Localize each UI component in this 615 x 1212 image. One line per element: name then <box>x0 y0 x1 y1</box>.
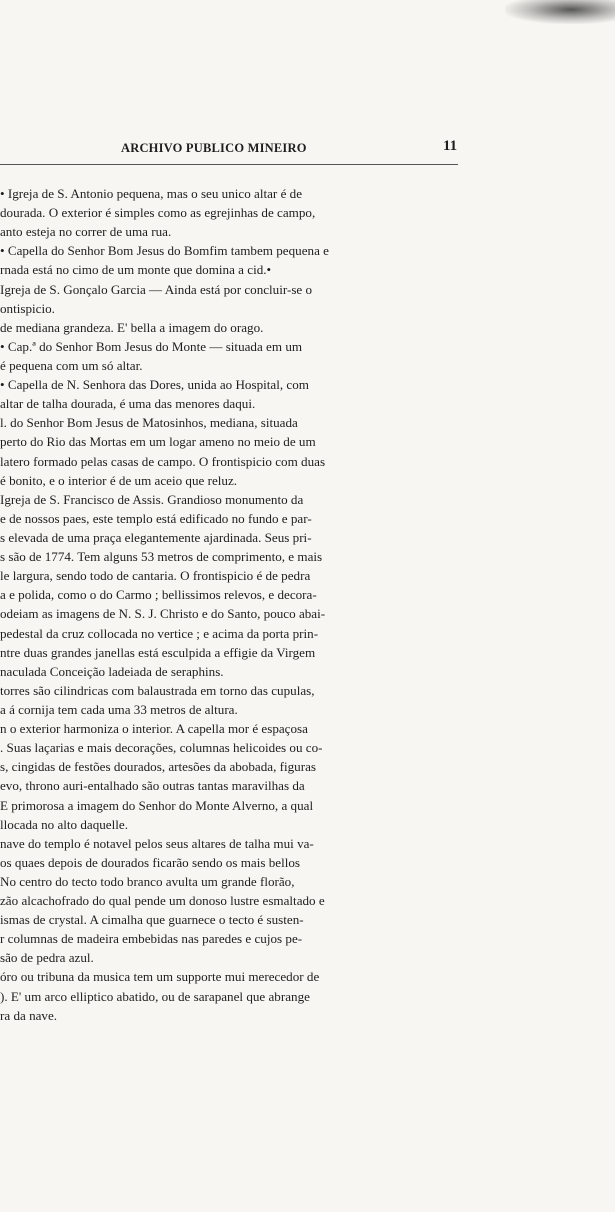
text-line: s elevada de uma praça elegantemente ajardinada. Seus pri- <box>0 529 312 545</box>
text-line: • Capella de N. Senhora das Dores, unida ao Hospital, com <box>0 377 309 393</box>
text-line: zão alcachofrado do qual pende um donoso lustre esmaltado e <box>0 893 325 909</box>
body-text <box>0 184 462 1025</box>
text-line: dourada. O exterior é simples como as egrejinhas de campo, <box>0 205 316 221</box>
paragraph <box>0 490 462 681</box>
text-line: pedestal da cruz collocada no vertice ; e acima da porta prin- <box>0 625 319 641</box>
text-line: os quaes depois de dourados ficarão sendo os mais bellos <box>0 854 300 870</box>
paragraph <box>0 681 462 719</box>
text-line: é pequena com um só altar. <box>0 357 143 373</box>
paragraph <box>0 375 462 413</box>
text-line: • Cap.ª do Senhor Bom Jesus do Monte — situada em um <box>0 338 303 354</box>
text-line: perto do Rio das Mortas em um logar ameno no meio de um <box>0 434 316 450</box>
text-line: Igreja de S. Gonçalo Garcia — Ainda está por concluir-se o <box>0 281 313 297</box>
text-line: latero formado pelas casas de campo. O frontispicio com duas <box>0 453 326 469</box>
header-rule <box>0 164 458 165</box>
text-line: s são de 1774. Tem alguns 53 metros de comprimento, e mais <box>0 549 323 565</box>
text-line: odeiam as imagens de N. S. J. Christo e do Santo, pouco abai- <box>0 606 326 622</box>
text-line: a e polida, como o do Carmo ; bellissimos relevos, e decora- <box>0 587 317 603</box>
text-line: a á cornija tem cada uma 33 metros de altura. <box>0 701 238 717</box>
text-line: ontispicio. <box>0 300 55 316</box>
text-line: r columnas de madeira embebidas nas paredes e cujos pe- <box>0 931 303 947</box>
text-line: óro ou tribuna da musica tem um supporte mui merecedor de <box>0 969 320 985</box>
text-line: torres são cilindricas com balaustrada em torno das cupulas, <box>0 682 315 698</box>
text-line: le largura, sendo todo de cantaria. O frontispicio é de pedra <box>0 568 311 584</box>
text-line: E primorosa a imagem do Senhor do Monte Alverno, a qual <box>0 797 314 813</box>
page-number: 11 <box>443 138 458 154</box>
page-header <box>0 138 470 160</box>
text-line: rnada está no cimo de um monte que domina a cid.• <box>0 262 272 278</box>
text-line: • Igreja de S. Antonio pequena, mas o seu unico altar é de <box>0 186 303 201</box>
text-line: l. do Senhor Bom Jesus de Matosinhos, mediana, situada <box>0 415 298 431</box>
paragraph <box>0 337 462 375</box>
text-line: s, cingidas de festões dourados, artesões da abobada, figuras <box>0 759 316 775</box>
text-line: ismas de crystal. A cimalha que guarnece o tecto é susten- <box>0 912 304 928</box>
text-line: e de nossos paes, este templo está edificado no fundo e par- <box>0 510 312 526</box>
ink-stain <box>505 0 615 24</box>
text-line: No centro do tecto todo branco avulta um grande florão, <box>0 873 295 889</box>
text-line: • Capella do Senhor Bom Jesus do Bomfim tambem pequena e <box>0 243 329 259</box>
running-title: ARCHIVO PUBLICO MINEIRO <box>121 141 307 155</box>
text-line: ntre duas grandes janellas está esculpida a effigie da Virgem <box>0 644 316 660</box>
paragraph <box>0 280 462 318</box>
text-line: n o exterior harmoniza o interior. A capella mor é espaçosa <box>0 721 308 737</box>
text-line: nave do templo é notavel pelos seus altares de talha mui va- <box>0 835 314 851</box>
text-line: evo, throno auri-entalhado são outras tantas maravilhas da <box>0 778 305 794</box>
paragraph <box>0 967 462 1024</box>
paragraph <box>0 834 462 968</box>
text-line: é bonito, e o interior é de um aceio que reluz. <box>0 472 238 488</box>
paragraph <box>0 184 462 241</box>
text-line: altar de talha dourada, é uma das menores daqui. <box>0 396 256 412</box>
paragraph <box>0 413 462 489</box>
text-line: llocada no alto daquelle. <box>0 816 128 832</box>
text-line: naculada Conceição ladeiada de seraphins. <box>0 663 224 679</box>
text-line: são de pedra azul. <box>0 950 94 966</box>
paragraph <box>0 318 462 337</box>
paragraph <box>0 719 462 834</box>
text-line: . Suas laçarias e mais decorações, columnas helicoides ou co- <box>0 740 323 756</box>
paragraph <box>0 241 462 279</box>
text-line: Igreja de S. Francisco de Assis. Grandioso monumento da <box>0 491 304 507</box>
text-line: de mediana grandeza. E' bella a imagem do orago. <box>0 319 264 335</box>
text-line: anto esteja no correr de uma rua. <box>0 224 172 240</box>
text-line: ). E' um arco elliptico abatido, ou de sarapanel que abrange <box>0 988 310 1004</box>
text-line: ra da nave. <box>0 1007 58 1023</box>
